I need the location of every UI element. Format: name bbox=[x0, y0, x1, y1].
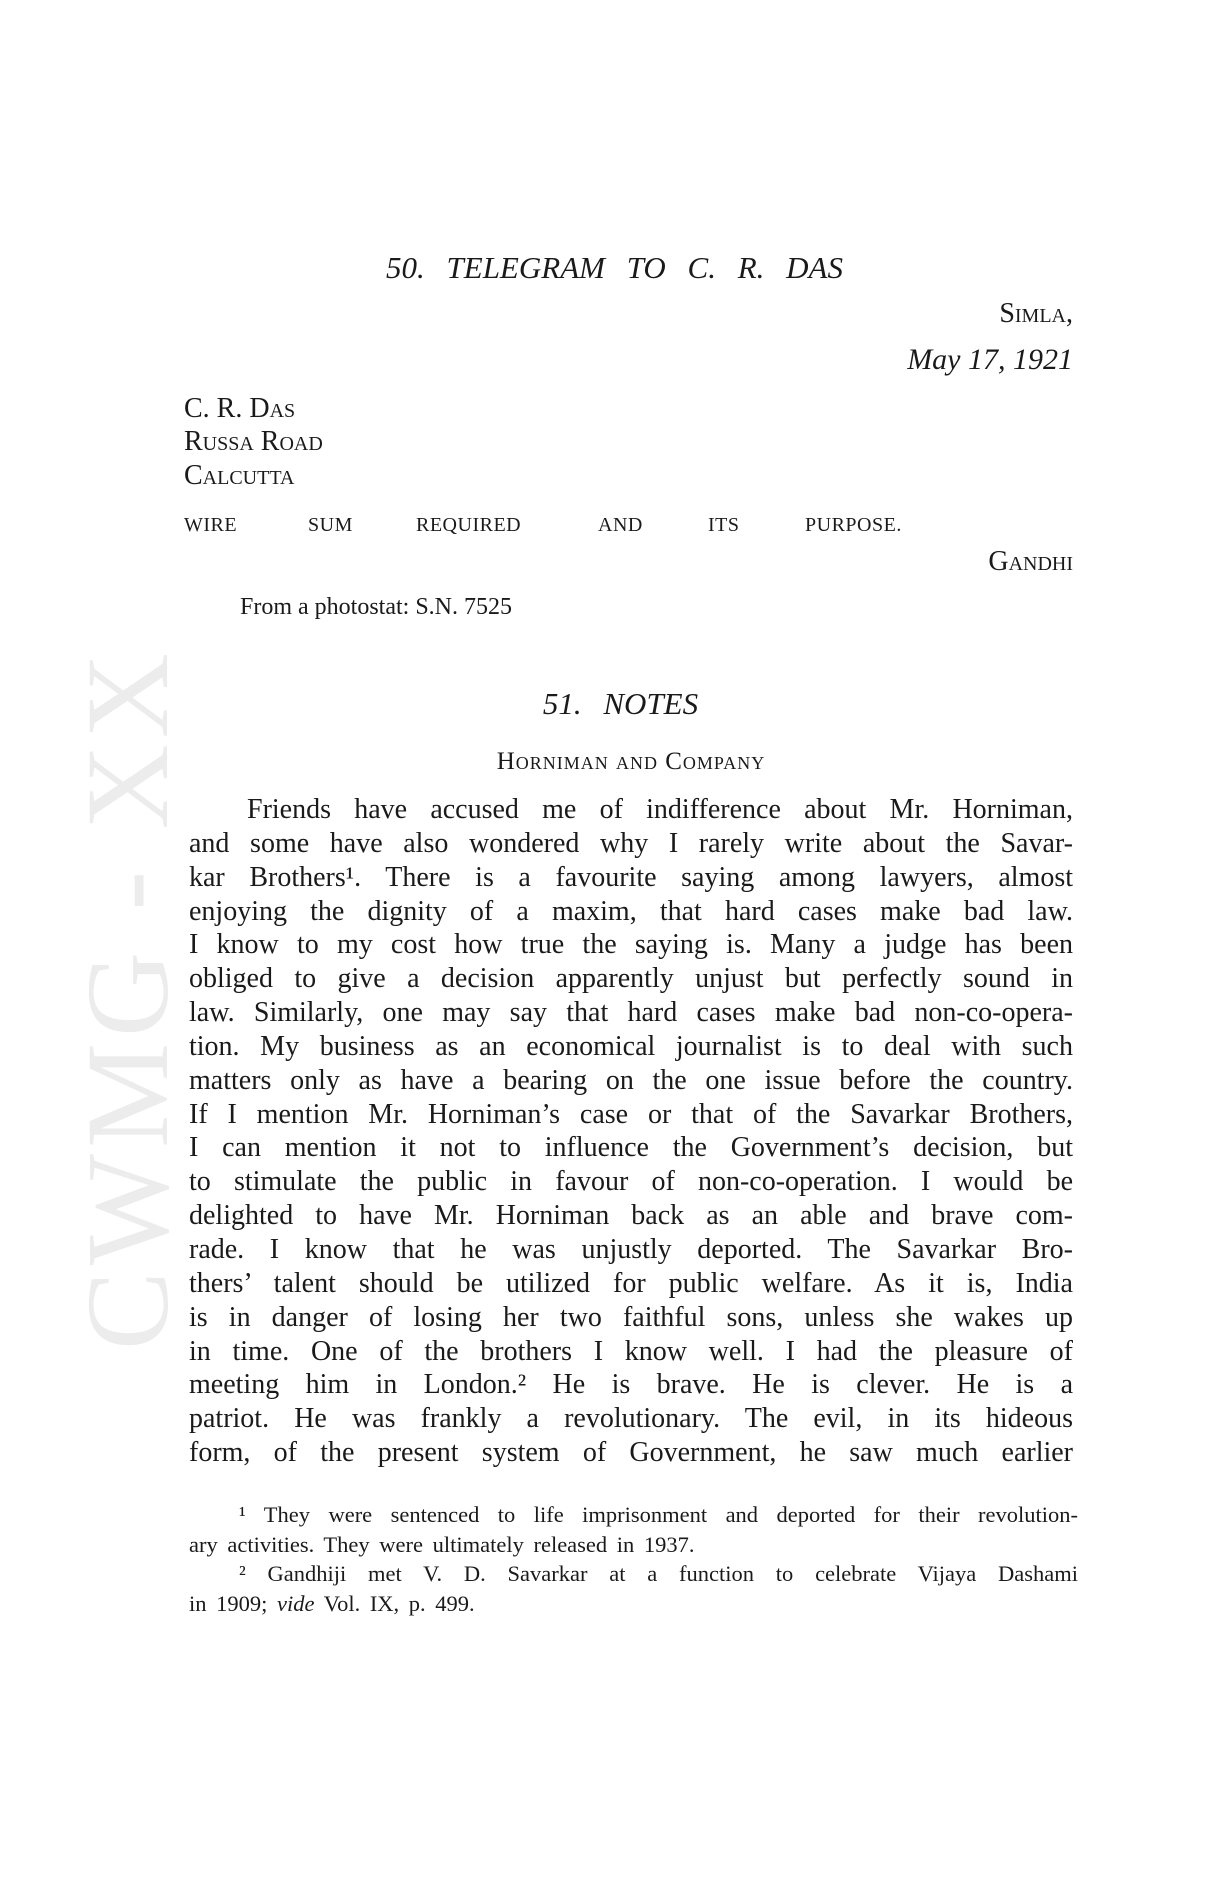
body-line: is in danger of losing her two faithful sons, unless she wakes up bbox=[189, 1301, 1073, 1333]
body-line: law. Similarly, one may say that hard cases make bad non-co-opera- bbox=[189, 997, 1073, 1029]
footnote-1-cont: ary activities. They were ultimately released in 1937. bbox=[189, 1531, 695, 1557]
body-line: form, of the present system of Government, he saw much earlier bbox=[189, 1437, 1073, 1469]
notes-title: 51. NOTES bbox=[542, 686, 699, 721]
address-name: C. R. Das bbox=[184, 393, 296, 424]
body-line: matters only as have a bearing on the one issue before the country. bbox=[189, 1064, 1073, 1096]
body-line: meeting him in London.² He is brave. He is clever. He is a bbox=[189, 1369, 1073, 1401]
telegram-word: WIRE bbox=[184, 514, 238, 536]
telegram-word: AND bbox=[598, 514, 643, 536]
telegram-word: PURPOSE. bbox=[805, 514, 902, 536]
telegram-word: REQUIRED bbox=[416, 514, 522, 536]
body-line: rade. I know that he was unjustly deported. The Savarkar Bro- bbox=[189, 1233, 1073, 1265]
footnote-text: Vol. IX, p. 499. bbox=[314, 1590, 475, 1616]
body-line: I can mention it not to influence the Government’s decision, but bbox=[189, 1132, 1073, 1164]
notes-body bbox=[189, 793, 1073, 1470]
body-line: obliged to give a decision apparently unjust but perfectly sound in bbox=[189, 963, 1073, 995]
body-line: Friends have accused me of indifference about Mr. Horniman, bbox=[247, 794, 1073, 825]
watermark: CWMG - XX bbox=[62, 647, 193, 1350]
telegram-word: ITS bbox=[708, 514, 740, 536]
body-line: to stimulate the public in favour of non-co-operation. I would be bbox=[189, 1166, 1073, 1198]
body-line: enjoying the dignity of a maxim, that hard cases make bad law. bbox=[189, 895, 1073, 927]
body-line: in time. One of the brothers I know well. I had the pleasure of bbox=[189, 1335, 1073, 1367]
body-line: If I mention Mr. Horniman’s case or that of the Savarkar Brothers, bbox=[189, 1098, 1073, 1130]
footnote-2: ² Gandhiji met V. D. Savarkar at a function to celebrate Vijaya Dashami bbox=[239, 1561, 1078, 1586]
body-line: and some have also wondered why I rarely write about the Savar- bbox=[189, 827, 1073, 859]
body-line: delighted to have Mr. Horniman back as an able and brave com- bbox=[189, 1200, 1073, 1232]
footnote-italic: vide bbox=[277, 1590, 315, 1616]
footnote-text: in 1909; bbox=[189, 1590, 278, 1616]
address-city: Calcutta bbox=[184, 460, 295, 491]
telegram-word: SUM bbox=[308, 514, 353, 536]
body-line: patriot. He was frankly a revolutionary. The evil, in its hideous bbox=[189, 1403, 1073, 1435]
footnote-1: ¹ They were sentenced to life imprisonment and deported for their revolution- bbox=[239, 1502, 1078, 1527]
place: Simla, bbox=[999, 298, 1073, 329]
date: May 17, 1921 bbox=[907, 343, 1073, 376]
body-line: kar Brothers¹. There is a favourite saying among lawyers, almost bbox=[189, 861, 1073, 893]
footnotes bbox=[189, 1500, 1078, 1618]
footnote-2-cont bbox=[189, 1589, 1078, 1619]
body-line: tion. My business as an economical journalist is to deal with such bbox=[189, 1030, 1073, 1062]
address-street: Russa Road bbox=[184, 426, 323, 457]
signature: Gandhi bbox=[988, 546, 1073, 577]
body-line: thers’ talent should be utilized for public welfare. As it is, India bbox=[189, 1267, 1073, 1299]
notes-subheading: Horniman and Company bbox=[496, 748, 766, 775]
source-note: From a photostat: S.N. 7525 bbox=[240, 594, 513, 620]
telegram-title: 50. TELEGRAM TO C. R. DAS bbox=[386, 250, 843, 285]
body-line: I know to my cost how true the saying is. Many a judge has been bbox=[189, 929, 1073, 961]
